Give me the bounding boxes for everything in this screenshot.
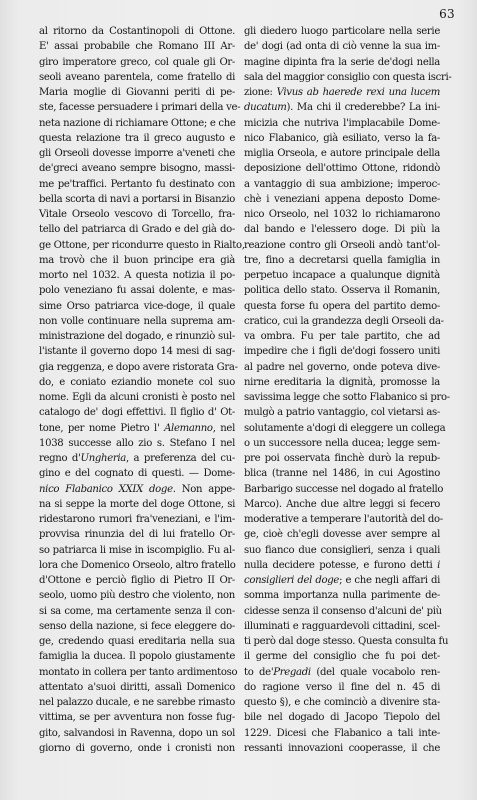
text-line: d'Ottone e perciò figlio di Pietro II Or- xyxy=(39,575,235,586)
text-line: do, e coniato eziandio monete col suo xyxy=(39,376,235,388)
text-line: al ritorno da Costantinopoli di Ottone. xyxy=(39,26,235,37)
text-line: ministrazione del dogado, e rinunziò sul- xyxy=(39,331,235,342)
text-line: tello del patriarca di Grado e del già do- xyxy=(39,224,235,236)
text-line: 1038 successe allo zio s. Stefano I nel xyxy=(39,437,235,449)
text-line: Maria moglie di Giovanni periti di pe- xyxy=(39,87,235,98)
text-line: provvisa rinunzia del di lui fratello Or- xyxy=(39,529,235,541)
text-line: Marco). Anche due altre leggi si fecero xyxy=(244,498,440,510)
text-line: de' dogi (ad onta di ciò venne la sua im- xyxy=(244,41,440,53)
text-line: l'istante il governo dopo 14 mesi di sag- xyxy=(39,346,235,358)
text-line: ti però dal doge stesso. Questa consulta fu xyxy=(244,636,449,647)
text-line: gli Orseoli dovesse imporre a'veneti che xyxy=(39,148,235,159)
text-line: Vitale Orseolo vescovo di Torcello, fra- xyxy=(39,209,235,220)
text-line: regno d'Ungheria, a preferenza del cu- xyxy=(39,453,235,464)
text-line: dal bando e l'elessero doge. Di più la xyxy=(244,224,440,236)
text-line: magine dipinta fra la serie de'dogi nella xyxy=(244,56,440,68)
text-line: ge, cioè ch'egli dovesse aver sempre al xyxy=(244,529,440,541)
text-line: morto nel 1032. A questa notizia il po- xyxy=(39,270,235,281)
text-line: ducatum). Ma chi il crederebbe? La ini- xyxy=(244,102,440,114)
text-line: tre, fino a decretarsi quella famiglia in xyxy=(244,254,440,266)
text-line: famiglia la ducea. Il popolo giustamente xyxy=(39,651,235,663)
text-line: ge, credendo quasi ereditaria nella sua xyxy=(39,636,235,647)
text-line: questa relazione tra il greco augusto e xyxy=(39,132,235,144)
text-column-right xyxy=(244,24,452,756)
text-line: na si seppe la morte del doge Ottone, si xyxy=(39,498,235,510)
text-line: nome. Egli da alcuni cronisti è posto nel xyxy=(39,392,235,403)
text-line: E' assai probabile che Romano III Ar- xyxy=(39,41,235,53)
text-line: nulla decidere potesse, e furono detti i xyxy=(244,559,440,571)
text-line: moderative a temperare l'autorità del do- xyxy=(244,514,443,525)
text-line: polo veneziano fu assai dolente, e mas- xyxy=(39,285,235,297)
text-line: seolo, uomo più destro che violento, non xyxy=(39,590,235,602)
text-line: questo §), e che cominciò a divenire sta- xyxy=(244,697,440,708)
text-line: lora che Domenico Orseolo, altro fratello xyxy=(39,559,236,571)
text-line: tone, per nome Pietro l' Alemanno, nel xyxy=(39,422,235,434)
text-line: me pe'traffici. Pertanto fu destinato con xyxy=(39,178,235,190)
text-line: reazione contro gli Orseoli andò tant'ol- xyxy=(244,239,440,251)
text-line: nico Flabanico XXIX doge. Non appe- xyxy=(39,483,235,495)
text-line: ste, facesse persuadere i primari della ve- xyxy=(39,102,241,114)
text-line: do ragione verso il fine del n. 45 di xyxy=(244,681,440,693)
text-line: si sa come, ma certamente senza il con- xyxy=(39,605,235,617)
text-line: 1229. Dicesi che Flabanico a tali inte- xyxy=(244,727,440,739)
text-line: nico Flabanico, già esiliato, verso la fa- xyxy=(244,132,440,144)
text-line: neta nazione di richiamare Ottone; e che xyxy=(39,117,236,129)
text-line: cidesse senza il consenso d'alcuni de' più xyxy=(244,605,442,617)
text-line: solutamente a'dogi di eleggere un collega xyxy=(244,422,446,434)
text-line: gli diedero luogo particolare nella serie xyxy=(244,26,440,37)
text-line: gia reggenza, e dopo avere ristorata Gra- xyxy=(39,361,238,373)
text-line: ressanti innovazioni cooperasse, il che xyxy=(244,742,440,754)
text-line: al padre nel governo, onde poteva dive- xyxy=(244,361,440,373)
text-column-left xyxy=(39,24,245,756)
text-line: attentato a'suoi diritti, assalì Domenico xyxy=(39,681,235,693)
text-line: chè i veneziani appena deposto Dome- xyxy=(244,193,440,205)
text-line: ge Ottone, per ricondurre questo in Rialto, xyxy=(39,239,245,251)
text-line: gito, salvandosi in Ravenna, dopo un sol xyxy=(39,727,235,739)
text-line: perpetuo incapace a qualunque dignità xyxy=(244,270,440,281)
text-line: giorno di governo, onde i cronisti non xyxy=(39,742,235,754)
text-line: vittima, se per avventura non fosse fug- xyxy=(39,712,235,724)
text-line: o un successore nella ducea; legge sem- xyxy=(244,437,440,449)
text-line: illuminati e ragguardevoli cittadini, scel- xyxy=(244,620,440,632)
text-line: to de'Pregadi (del quale vocabolo ren- xyxy=(244,666,440,678)
text-line: ridestarono rumori fra'veneziani, e l'im- xyxy=(39,514,235,525)
text-line: nel palazzo ducale, e ne sarebbe rimasto xyxy=(39,697,235,708)
page-number: 63 xyxy=(439,7,455,21)
text-line: de'greci aveano sempre bisogno, massi- xyxy=(39,163,235,175)
text-line: nico Orseolo, nel 1032 lo richiamarono xyxy=(244,209,440,220)
text-line: savissima legge che sotto Flabanico si pro- xyxy=(244,392,450,403)
text-line: mulgò a patrio vantaggio, col vietarsi as- xyxy=(244,407,440,419)
text-line: Barbarigo successe nel dogado al fratello xyxy=(244,483,444,495)
text-line: questa forse fu opera del partito demo- xyxy=(244,300,440,312)
text-line: miglia Orseola, e autore principale della xyxy=(244,148,440,159)
text-line: consiglieri del doge; e che negli affari di xyxy=(244,575,440,586)
text-line: il germe del consiglio che fu poi det- xyxy=(244,651,440,663)
text-line: va ombra. Fu per tale partito, che ad xyxy=(244,331,440,342)
text-line: so patriarca li mise in iscompiglio. Fu al- xyxy=(39,544,235,556)
text-line: gino e del cognato di questi. — Dome- xyxy=(39,468,235,480)
text-line: bella scorta di navi a portarsi in Bisanzio xyxy=(39,193,235,205)
text-line: politica dello stato. Osserva il Romanin, xyxy=(244,285,440,297)
text-line: suo fianco due consiglieri, senza i quali xyxy=(244,544,440,556)
text-line: pre poi osservata finchè durò la repub- xyxy=(244,453,440,464)
text-line: sime Orso patriarca vice-doge, il quale xyxy=(39,300,235,312)
text-line: deposizione dell'ottimo Ottone, ridondò xyxy=(244,163,440,175)
text-line: sala del maggior consiglio con questa iscri- xyxy=(244,71,452,83)
text-line: blica (tranne nel 1486, in cui Agostino xyxy=(244,468,440,480)
text-line: senso della nazione, si fece eleggere do- xyxy=(39,620,235,632)
text-line: giro imperatore greco, col quale gli Or- xyxy=(39,56,235,68)
text-line: catalogo de' dogi effettivi. Il figlio d' Ot- xyxy=(39,407,235,419)
text-line: impedire che i figli de'dogi fossero uniti xyxy=(244,346,440,358)
text-line: ma trovò che il buon principe era già xyxy=(39,254,235,266)
text-line: seoli aveano parentela, come fratello di xyxy=(39,71,235,83)
text-line: nirne ereditaria la dignità, promosse la xyxy=(244,376,440,388)
text-line: micizia che nutriva l'implacabile Dome- xyxy=(244,117,440,129)
text-line: montato in collera per tanto ardimentoso xyxy=(39,666,238,678)
text-line: zione: Vivus ab haerede rexi una lucem xyxy=(244,87,441,98)
text-line: somma importanza nulla parimente de- xyxy=(244,590,440,602)
text-line: a vantaggio di sua ambizione; imperoc- xyxy=(244,178,440,190)
text-line: cratico, cui la grandezza degli Orseoli da- xyxy=(244,315,444,327)
text-line: non volle continuare nella suprema am- xyxy=(39,315,235,327)
text-line: bile nel dogado di Jacopo Tiepolo del xyxy=(244,712,440,724)
